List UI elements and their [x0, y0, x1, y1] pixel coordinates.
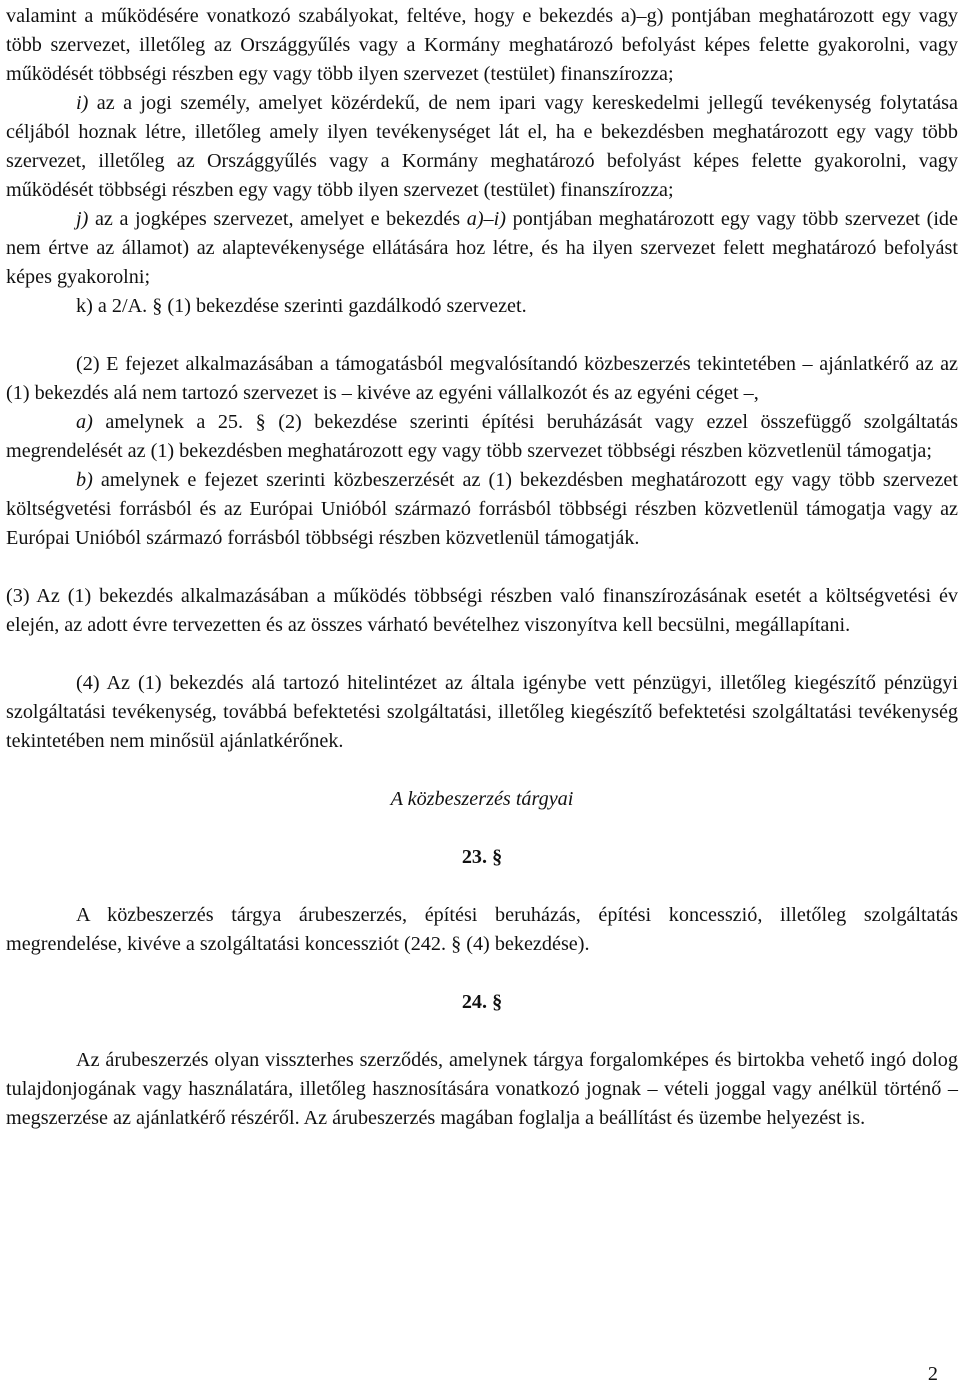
section-number-23: 23. §: [461, 846, 503, 868]
point-text: az a jogképes szervezet, amelyet e bekezdés: [88, 208, 467, 230]
paragraph-subsection-3: (3) Az (1) bekezdés alkalmazásában a működés többségi részben való finanszírozásának esetét a költségvetési év elején, az adott évre tervezetten és az összes várható bevételhez viszonyítva kell becsülni, megállapítani.: [6, 585, 958, 636]
paragraph-point-a: [6, 408, 958, 466]
paragraph-section-23: A közbeszerzés tárgya árubeszerzés, építési beruházás, építési koncesszió, illetőleg szolgáltatás megrendelése, kivéve a szolgáltatási koncessziót (242. § (4) bekezdése).: [6, 904, 958, 955]
point-marker: a): [76, 411, 93, 433]
paragraph-subsection-4: (4) Az (1) bekezdés alá tartozó hitelintézet az általa igénybe vett pénzügyi, illetőleg kiegészítő pénzügyi szolgáltatási tevékenység, továbbá befektetési szolgáltatási, illetőleg kiegészítő befektetési szolgáltatási tevékenység tekintetében nem minősül ajánlatkérőnek.: [6, 672, 958, 752]
section-number-24: 24. §: [461, 991, 503, 1013]
document-page: [6, 0, 958, 1133]
point-text: amelynek e fejezet szerinti közbeszerzését az (1) bekezdésben meghatározott egy vagy több szervezet költségvetési forrásból és az Európai Unióból származó forrásból többségi részben közvetlenül támogatja vagy az Európai Unióból származó forrásból többségi részben közvetlenül támogatják.: [6, 469, 958, 549]
paragraph-point-j: [6, 205, 958, 292]
page-number: 2: [927, 1363, 938, 1385]
paragraph-point-k: k) a 2/A. § (1) bekezdése szerinti gazdálkodó szervezet.: [76, 295, 527, 317]
paragraph-point-i: [6, 89, 958, 205]
paragraph-point-b: [6, 466, 958, 553]
point-marker: i): [76, 92, 89, 114]
section-title: A közbeszerzés tárgyai: [390, 788, 574, 810]
paragraph-section-24: Az árubeszerzés olyan visszterhes szerződés, amelynek tárgya forgalomképes és birtokba vehető ingó dolog tulajdonjogának vagy használatára, illetőleg hasznosítására vonatkozó jognak – vételi joggal vagy anélkül történő – megszerzése az ajánlatkérő részéről. Az árubeszerzés magában foglalja a beállítást és üzembe helyezést is.: [6, 1049, 958, 1129]
point-reference: a)–i): [466, 208, 506, 230]
paragraph-subsection-2: (2) E fejezet alkalmazásában a támogatásból megvalósítandó közbeszerzés tekintetében – ajánlatkérő az az (1) bekezdés alá nem tartozó szervezet is – kivéve az egyéni vállalkozót és az egyéni céget –,: [6, 353, 958, 404]
point-marker: b): [76, 469, 93, 491]
point-marker: j): [76, 208, 89, 230]
point-text: amelynek a 25. § (2) bekezdése szerinti építési beruházását vagy ezzel összefüggő szolgáltatás megrendelését az (1) bekezdésben meghatározott egy vagy több szervezet többségi részben közvetlenül támogatja;: [6, 411, 958, 462]
point-text: az a jogi személy, amelyet közérdekű, de nem ipari vagy kereskedelmi jellegű tevékenység folytatása céljából hoznak létre, illetőleg amely ilyen tevékenységet lát el, ha e bekezdésben meghatározott egy vagy több szervezet, illetőleg az Országgyűlés vagy a Kormány meghatározó befolyást képes felette gyakorolni, vagy működését többségi részben egy vagy több ilyen szervezet (testület) finanszírozza;: [6, 92, 958, 201]
point-text: pontjában meghatározott egy vagy több szervezet (ide nem értve az államot) az alaptevékenysége ellátására hoz létre, és ha ilyen szervezet felett meghatározó befolyást képes gyakorolni;: [6, 208, 958, 288]
paragraph-continuation: valamint a működésére vonatkozó szabályokat, feltéve, hogy e bekezdés a)–g) pontjában meghatározott egy vagy több szervezet, illetőleg az Országgyűlés vagy a Kormány meghatározó befolyást képes felette gyakorolni, vagy működését többségi részben egy vagy több ilyen szervezet (testület) finanszírozza;: [6, 5, 958, 85]
